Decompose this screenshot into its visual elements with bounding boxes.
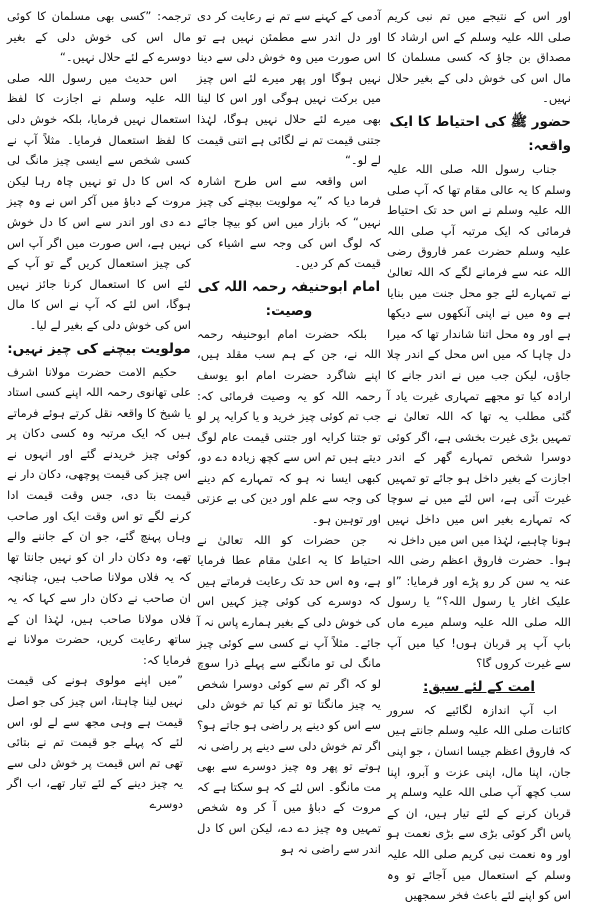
paragraph: حکیم الامت حضرت مولانا اشرف علی تھانوی رحمہ اللہ اپنے کسی استاد یا شیخ کا واقعہ نقل کرتے ہوئے فرماتے ہیں کہ ایک مرتبہ وہ کسی دکان پر کوئی چیز خریدنے گئے اور انہوں نے اس چیز کی قیمت پوچھی، دکان دار نے قیمت بتا دی، جس وقت قیمت ادا کرنے لگے تو اس وقت ایک اور صاحب وہاں پہنچ گئے، جو ان کے جاننے والے تھے، وہ دکان دار ان کو نہیں جانتا تھا کہ یہ فلاں مولانا صاحب ہیں، چنانچہ ان صاحب نے دکان دار سے کہا کہ یہ فلاں مولانا صاحب ہیں، لہٰذا ان کے ساتھ رعایت کریں، حضرت مولانا نے فرمایا کہ: bbox=[7, 364, 191, 667]
paragraph: آدمی کے کہنے سے تم نے رعایت کر دی اور دل اندر سے مطمئن نہیں ہے تو اس صورت میں وہ خوش دلی سے دینا نہیں ہوگا اور پھر میرے لئے اس چیز میں برکت نہیں ہوگی اور اس کا لینا بھی میرے لئے حلال نہیں ہوگا، لہٰذا جتنی قیمت تم نے لگائی ہے اتنی قیمت لے لو۔“ bbox=[197, 9, 381, 168]
section-heading: حضور ﷺ کی احتیاط کا ایک واقعہ: bbox=[389, 113, 571, 154]
section-heading: مولویت بیچنے کی چیز نہیں: bbox=[7, 340, 191, 357]
text-column-right bbox=[4, 6, 194, 914]
paragraph: جناب رسول اللہ صلی اللہ علیہ وسلم کا یہ عالی مقام تھا کہ آپ صلی اللہ علیہ وسلم نے اس حد تک احتیاط فرمائی کہ ایک مرتبہ آپ صلی اللہ علیہ وسلم حضرت عمر فاروق رضی اللہ عنہ سے فرمانے لگے کہ اللہ تعالیٰ نے تمہارے لئے جو محل جنت میں بنایا ہے وہ میں نے اپنی آنکھوں سے دیکھا ہے اور وہ محل اتنا شاندار تھا کہ میرا دل چاہا کہ میں اس محل کے اندر چلا جاؤں، لیکن جب میں نے اندر جانے کا ارادہ کیا تو مجھے تمہاری غیرت یاد آ گئی مطلب یہ تھا کہ اللہ تعالیٰ نے تمہیں بڑی غیرت بخشی ہے، اگر کوئی دوسرا شخص تمہارے گھر کے اندر اجازت کے بغیر داخل ہو جائے تو تمہیں غیرت آتی ہے، اس لئے میں نے سوچا کہ تمہارے بغیر اس میں داخل نہیں ہونا چاہیے، لہٰذا میں اس میں داخل نہ ہوا۔ حضرت فاروق اعظم رضی اللہ عنہ یہ سن کر رو پڑے اور فرمایا: ”او علیک اغار یا رسول اللہ؟“ یا رسول اللہ صلی اللہ علیہ وسلم میرے ماں باپ آپ پر قربان ہوں! کیا میں آپ سے غیرت کروں گا؟ bbox=[387, 161, 571, 671]
paragraph: جن حضرات کو اللہ تعالیٰ نے احتیاط کا یہ اعلیٰ مقام عطا فرمایا ہے، وہ اس حد تک رعایت فرماتے ہیں کہ دوسرے کی کوئی چیز کہیں اس کی خوش دلی کے بغیر ہمارے پاس نہ آ جائے۔ مثلاً آپ نے کسی سے کوئی چیز مانگ لی تو مانگنے سے پہلے ذرا سوچ لو کہ اگر تم سے کوئی دوسرا شخص یہ چیز مانگتا تو تم کیا تم خوش دلی سے اس کو دینے پر راضی ہو جاتے ہو؟ اگر تم خوش دلی سے دینے پر راضی نہ ہوتے تو پھر وہ چیز دوسرے سے بھی مت مانگو۔ اس لئے کہ ہو سکتا ہے کہ مروت کے دباؤ میں آ کر وہ شخص تمہیں وہ چیز دے دے، لیکن اس کا دل اندر سے راضی نہ ہو bbox=[197, 532, 381, 856]
paragraph: اب آپ اندازہ لگائیے کہ سرور کائنات صلی اللہ علیہ وسلم جانتے ہیں کہ فاروق اعظم جیسا انسان ، جو اپنی جان، اپنا مال، اپنی عزت و آبرو، اپنا سب کچھ آپ صلی اللہ علیہ وسلم پر قربان کرنے کے لئے تیار ہیں، ان کے پاس اگر کوئی بڑی سے بڑی نعمت ہو اور وہ نعمت نبی کریم صلی اللہ علیہ وسلم کے استعمال میں آجائے تو وہ اس کو اپنے لئے باعث فخر سمجھیں bbox=[387, 702, 571, 903]
text-column-middle bbox=[194, 6, 384, 914]
document-page bbox=[4, 6, 586, 914]
section-heading: امت کے لئے سبق: bbox=[423, 678, 535, 695]
paragraph: اس واقعہ سے اس طرح اشارہ فرما دیا کہ ”یہ مولویت بیچنے کی چیز نہیں“ کہ بازار میں اس کو بیچا جائے کہ لوگ اس کی وجہ سے اشیاء کی قیمت کم کر دیں۔ bbox=[197, 173, 381, 271]
text-column-left bbox=[384, 6, 574, 914]
paragraph: اس حدیث میں رسول اللہ صلی اللہ علیہ وسلم نے اجازت کا لفظ استعمال نہیں فرمایا، بلکہ خوش دلی کا لفظ استعمال فرمایا۔ مثلاً آپ نے کسی شخص سے ایسی چیز مانگ لی کہ اس کا دل تو نہیں چاہ رہا لیکن مروت کے دباؤ میں آکر اس نے وہ چیز دے دی اور اندر سے اس کا دل خوش نہیں ہے، اس صورت میں اگر آپ اس کی چیز استعمال کریں گے تو آپ کے لئے اس کا استعمال کرنا جائز نہیں ہوگا، اس لئے کہ آپ نے اس کا مال اس کی خوش دلی کے بغیر لے لیا۔ bbox=[7, 70, 191, 332]
section-heading: امام ابوحنیفہ رحمہ اللہ کی وصیت: bbox=[197, 278, 381, 319]
quote-paragraph: ”میں اپنے مولوی ہونے کی قیمت نہیں لینا چاہتا، اس چیز کی جو اصل قیمت ہے وہی مجھ سے لے لو، اس لئے کہ پہلے جو قیمت تم نے بتائی تھی تم اس قیمت پر خوش دلی سے یہ چیز دینے کے لئے تیار تھے، اب اگر دوسرے bbox=[7, 673, 183, 811]
paragraph: ترجمہ: ”کسی بھی مسلمان کا کوئی مال اس کی خوش دلی کے بغیر دوسرے کے لئے حلال نہیں۔“ bbox=[7, 9, 191, 65]
paragraph: اور اس کے نتیجے میں تم نبی کریم صلی اللہ علیہ وسلم کے اس ارشاد کا مصداق بن جاؤ کہ کسی مسلمان کا مال اس کی خوش دلی کے بغیر حلال نہیں۔ bbox=[387, 9, 571, 106]
paragraph: بلکہ حضرت امام ابوحنیفہ رحمہ اللہ نے، جن کے ہم سب مقلد ہیں، اپنے شاگرد حضرت امام ابو یوسف رحمہ اللہ کو یہ وصیت فرمائی کہ: جب تم کوئی چیز خرید و یا کرایہ پر لو تو جتنا کرایہ اور جتنی قیمت عام لوگ دیتے ہیں تم اس سے کچھ زیادہ دے دو، کبھی ایسا نہ ہو کہ تمہارے کم دینے کی وجہ سے علم اور دین کی بے عزتی اور توہین ہو۔ bbox=[197, 326, 381, 527]
